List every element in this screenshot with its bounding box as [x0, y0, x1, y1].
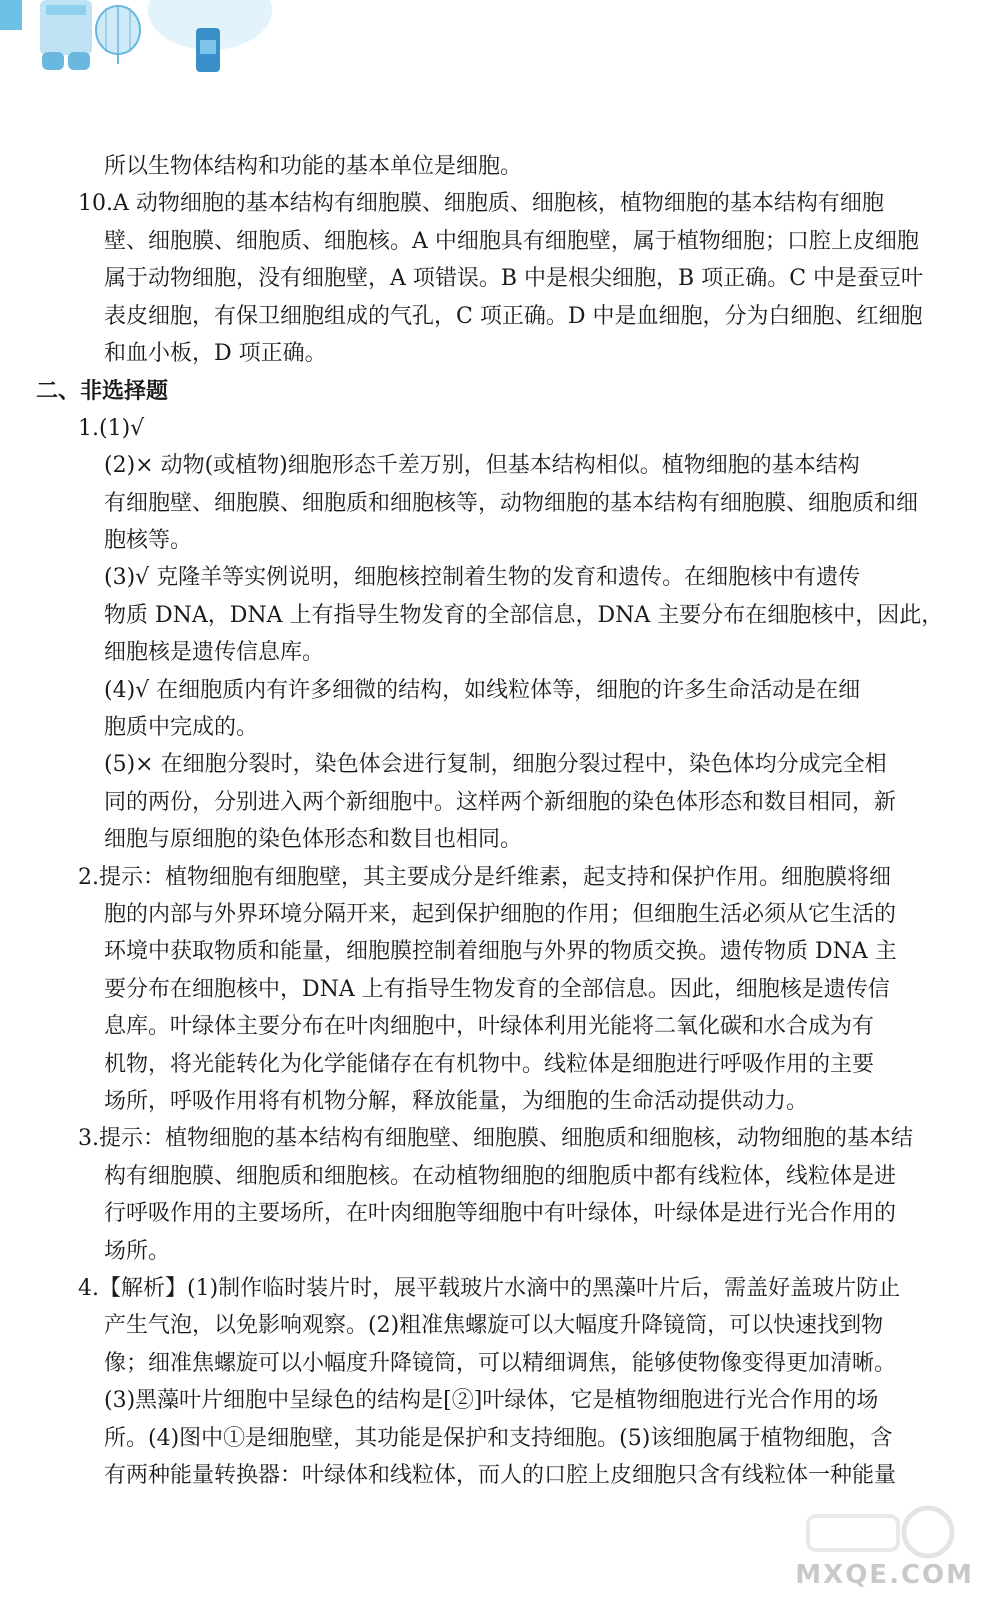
- answer-line: 表皮细胞，有保卫细胞组成的气孔，C 项正确。D 中是血细胞，分为白细胞、红细胞: [104, 304, 923, 329]
- answer-line: 行呼吸作用的主要场所，在叶肉细胞等细胞中有叶绿体，叶绿体是进行光合作用的: [104, 1201, 897, 1226]
- answer-line: 4.【解析】(1)制作临时装片时，展平载玻片水滴中的黑藻叶片后，需盖好盖玻片防止: [78, 1276, 901, 1301]
- answer-line: 1.(1)√: [78, 416, 145, 441]
- watermark-text: MXQE.COM: [795, 1560, 974, 1590]
- answer-line: 属于动物细胞，没有细胞壁，A 项错误。B 中是根尖细胞，B 项正确。C 中是蚕豆叶: [104, 266, 924, 291]
- answer-line: 同的两份，分别进入两个新细胞中。这样两个新细胞的染色体形态和数目相同，新: [104, 790, 897, 815]
- answer-line: 胞的内部与外界环境分隔开来，起到保护细胞的作用；但细胞生活必须从它生活的: [104, 902, 897, 927]
- answer-line: 场所，呼吸作用将有机物分解，释放能量，为细胞的生命活动提供动力。: [104, 1089, 809, 1114]
- answer-line: 胞核等。: [104, 528, 193, 553]
- answer-line: 壁、细胞膜、细胞质、细胞核。A 中细胞具有细胞壁，属于植物细胞；口腔上皮细胞: [104, 229, 919, 254]
- answer-line: 细胞与原细胞的染色体形态和数目也相同。: [104, 827, 523, 852]
- answer-line: 环境中获取物质和能量，细胞膜控制着细胞与外界的物质交换。遗传物质 DNA 主: [104, 939, 897, 964]
- answer-line: (2)× 动物(或植物)细胞形态千差万别，但基本结构相似。植物细胞的基本结构: [104, 453, 860, 478]
- answer-line: 胞质中完成的。: [104, 715, 259, 740]
- answer-line: (3)√ 克隆羊等实例说明，细胞核控制着生物的发育和遗传。在细胞核中有遗传: [104, 565, 861, 590]
- answer-line: 机物，将光能转化为化学能储存在有机物中。线粒体是细胞进行呼吸作用的主要: [104, 1052, 875, 1077]
- section-heading: 二、非选择题: [36, 378, 169, 404]
- answer-line: 有两种能量转换器：叶绿体和线粒体，而人的口腔上皮细胞只含有线粒体一种能量: [104, 1463, 897, 1488]
- answer-line: 细胞核是遗传信息库。: [104, 640, 325, 665]
- answer-line: (3)黑藻叶片细胞中呈绿色的结构是[②]叶绿体，它是植物细胞进行光合作用的场: [104, 1388, 879, 1413]
- answer-line: 物质 DNA，DNA 上有指导生物发育的全部信息，DNA 主要分布在细胞核中，因此，: [104, 603, 944, 628]
- answer-line: 构有细胞膜、细胞质和细胞核。在动植物细胞的细胞质中都有线粒体，线粒体是进: [104, 1164, 897, 1189]
- answer-line: 有细胞壁、细胞膜、细胞质和细胞核等，动物细胞的基本结构有细胞膜、细胞质和细: [104, 491, 919, 516]
- answer-line: 和血小板，D 项正确。: [104, 341, 327, 366]
- answer-line: 场所。: [104, 1239, 171, 1264]
- answer-line: 所。(4)图中①是细胞壁，其功能是保护和支持细胞。(5)该细胞属于植物细胞，含: [104, 1426, 893, 1451]
- answer-line: (4)√ 在细胞质内有许多细微的结构，如线粒体等，细胞的许多生命活动是在细: [104, 678, 861, 703]
- answer-line: 息库。叶绿体主要分布在叶肉细胞中，叶绿体利用光能将二氧化碳和水合成为有: [104, 1014, 875, 1039]
- answer-line: 2.提示：植物细胞有细胞壁，其主要成分是纤维素，起支持和保护作用。细胞膜将细: [78, 865, 891, 890]
- lantern-illustration: [0, 0, 280, 90]
- answer-line: 产生气泡，以免影响观察。(2)粗准焦螺旋可以大幅度升降镜筒，可以快速找到物: [104, 1313, 884, 1338]
- answer-line: 像；细准焦螺旋可以小幅度升降镜筒，可以精细调焦，能够使物像变得更加清晰。: [104, 1351, 897, 1376]
- answer-line: 10.A 动物细胞的基本结构有细胞膜、细胞质、细胞核，植物细胞的基本结构有细胞: [78, 191, 884, 216]
- answer-line: 3.提示：植物细胞的基本结构有细胞壁、细胞膜、细胞质和细胞核，动物细胞的基本结: [78, 1126, 913, 1151]
- answer-line: 要分布在细胞核中，DNA 上有指导生物发育的全部信息。因此，细胞核是遗传信: [104, 977, 890, 1002]
- answer-line: 所以生物体结构和功能的基本单位是细胞。: [104, 154, 523, 179]
- answer-line: (5)× 在细胞分裂时，染色体会进行复制，细胞分裂过程中，染色体均分成完全相: [104, 752, 887, 777]
